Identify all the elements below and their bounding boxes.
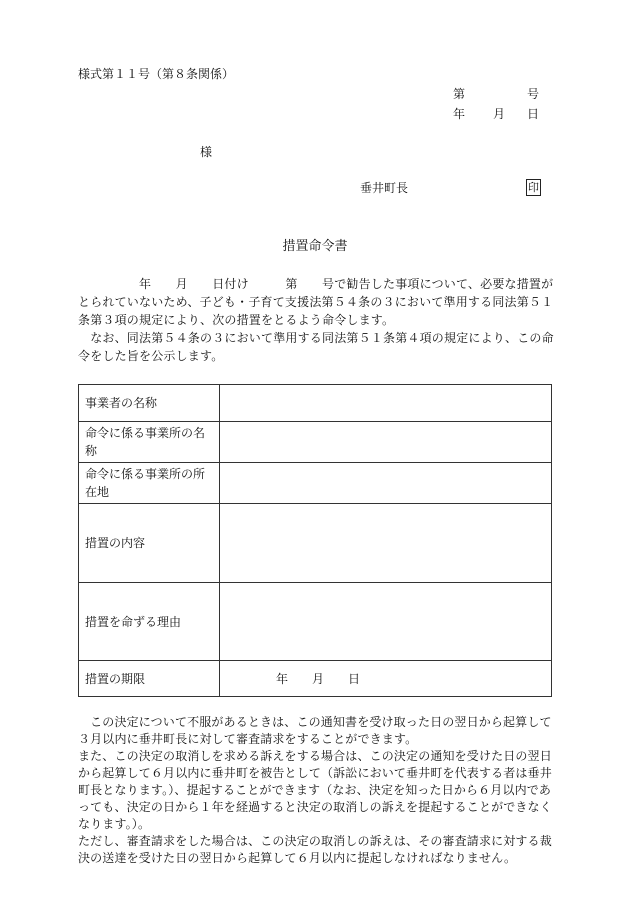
- addressee-suffix: 様: [200, 145, 213, 159]
- row-label-reason: 措置を命ずる理由: [79, 583, 220, 661]
- table-row: [79, 385, 552, 422]
- row-value-measures: [220, 504, 552, 583]
- row-label-facility-name: 命令に係る事業所の名称: [79, 422, 220, 463]
- table-row: [79, 661, 552, 697]
- row-value-business-name: [220, 385, 552, 422]
- body-paragraph-2: なお、同法第５４条の３において準用する同法第５１条第４項の規定により、この命令をした旨を公示します。: [78, 331, 554, 363]
- issuer-name: 垂井町長: [360, 181, 409, 195]
- order-details-table: [78, 384, 552, 697]
- notes-line-3: ただし、審査請求をした場合は、この決定の取消しの訴えは、その審査請求に対する裁決の送達を受けた日の翌日から起算して６月以内に提起しなければなりません。: [78, 834, 552, 865]
- date-month: 月: [493, 107, 506, 121]
- table-row: [79, 422, 552, 463]
- table-row: [79, 463, 552, 504]
- row-label-measures: 措置の内容: [79, 504, 220, 583]
- notes-line-2: また、この決定の取消しを求める訴えをする場合は、この決定の通知を受けた日の翌日から起算して６月以内に垂井町を被告として（訴訟において垂井町を代表する者は垂井町長となります。）、提起することができます（なお、決定を知った日から６月以内であっても、決定の日から１年を経過すると決定の取消しの訴えを提起することができなくなります。）。: [78, 749, 552, 831]
- row-label-business-name: 事業者の名称: [79, 385, 220, 422]
- row-value-facility-name: [220, 422, 552, 463]
- row-value-facility-address: [220, 463, 552, 504]
- row-value-reason: [220, 583, 552, 661]
- document-number-prefix: 第: [453, 87, 466, 101]
- seal-mark: 印: [528, 181, 539, 194]
- row-label-deadline: 措置の期限: [79, 661, 220, 697]
- row-value-deadline: 年 月 日: [220, 661, 552, 697]
- table-row: [79, 583, 552, 661]
- document-number-suffix: 号: [527, 87, 540, 101]
- notes-line-1: この決定について不服があるときは、この通知書を受け取った日の翌日から起算して３月以内に垂井町長に対して審査請求をすることができます。: [78, 715, 552, 746]
- document-title: 措置命令書: [282, 239, 348, 254]
- row-label-facility-address: 命令に係る事業所の所在地: [79, 463, 220, 504]
- date-day: 日: [527, 107, 540, 121]
- appeal-notes: [78, 714, 556, 867]
- body-text: [78, 275, 554, 365]
- date-year: 年: [453, 107, 466, 121]
- body-paragraph-1: 年 月 日付け 第 号で勧告した事項について、必要な措置がとられていないため、子ども・子育て支援法第５４条の３において準用する同法第５１条第３項の規定により、次の措置をとるよう命令します。: [78, 277, 554, 327]
- form-number: 様式第１１号（第８条関係）: [78, 67, 235, 81]
- table-row: [79, 504, 552, 583]
